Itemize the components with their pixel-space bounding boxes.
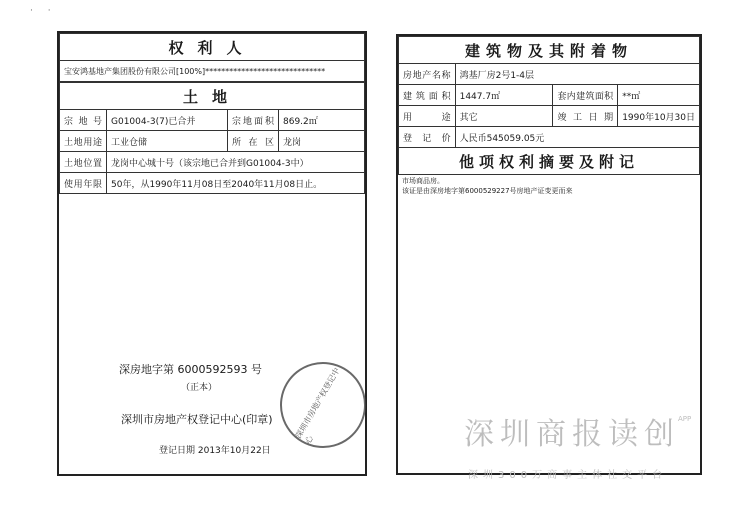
building-value: 人民币545059.05元 <box>455 127 699 148</box>
land-header: 土地 <box>60 83 365 110</box>
land-table <box>59 82 365 194</box>
building-label: 建筑面积 <box>399 85 456 106</box>
table-row <box>399 64 700 85</box>
building-label: 登记价 <box>399 127 456 148</box>
table-row <box>60 173 365 194</box>
watermark <box>456 405 698 455</box>
land-value: G01004-3(7)已合并 <box>107 110 228 131</box>
building-value: 其它 <box>455 106 553 127</box>
watermark-logo-text: 深圳商报读创 <box>464 417 680 452</box>
table-row <box>60 131 365 152</box>
issuing-authority: 深圳市房地产权登记中心(印章) <box>121 413 273 426</box>
building-label: 竣工日期 <box>553 106 618 127</box>
rights-holder-table <box>59 33 365 82</box>
other-rights-header: 他项权利摘要及附记 <box>399 148 700 175</box>
note-line: 该证是由深房地字第6000529227号房地产证变更而来 <box>402 187 573 195</box>
note-line: 市场商品房。 <box>402 177 444 185</box>
table-row <box>60 110 365 131</box>
land-value: 工业仓储 <box>107 131 228 152</box>
rights-holder-header: 权利人 <box>60 34 365 61</box>
certificate-number: 深房地字第 6000592593 号 <box>119 363 262 376</box>
building-value: 1990年10月30日 <box>618 106 700 127</box>
corner-mark: · · <box>30 6 57 16</box>
watermark-subtitle: 深圳300万商事主体社交平台 <box>468 470 668 481</box>
land-label: 所在区 <box>228 131 279 152</box>
land-value: 龙岗中心城十号（该宗地已合并到G01004-3中） <box>107 152 365 173</box>
building-value: 鸿基厂房2号1-4层 <box>455 64 699 85</box>
building-value: **㎡ <box>618 85 700 106</box>
table-row <box>60 152 365 173</box>
registration-date: 登记日期 2013年10月22日 <box>159 446 271 456</box>
official-seal: 深圳市房地产权登记中心 <box>264 346 381 463</box>
building-value: 1447.7㎡ <box>455 85 553 106</box>
building-header: 建筑物及其附着物 <box>399 37 700 64</box>
watermark-app-label: APP <box>678 415 692 423</box>
table-row <box>399 106 700 127</box>
table-row <box>399 127 700 148</box>
land-value: 869.2㎡ <box>279 110 365 131</box>
land-label: 使用年限 <box>60 173 107 194</box>
land-label: 土地位置 <box>60 152 107 173</box>
land-value: 龙岗 <box>279 131 365 152</box>
building-label: 用途 <box>399 106 456 127</box>
rights-holder-value: 宝安鸿基地产集团股份有限公司[100%]****************************** <box>60 61 365 82</box>
land-value: 50年，从1990年11月08日至2040年11月08日止。 <box>107 173 365 194</box>
land-label: 土地用途 <box>60 131 107 152</box>
original-copy-label: （正本） <box>181 383 218 393</box>
building-label: 套内建筑面积 <box>553 85 618 106</box>
building-label: 房地产名称 <box>399 64 456 85</box>
land-label: 宗地面积 <box>228 110 279 131</box>
land-label: 宗地号 <box>60 110 107 131</box>
table-row <box>399 85 700 106</box>
building-table <box>398 36 700 175</box>
